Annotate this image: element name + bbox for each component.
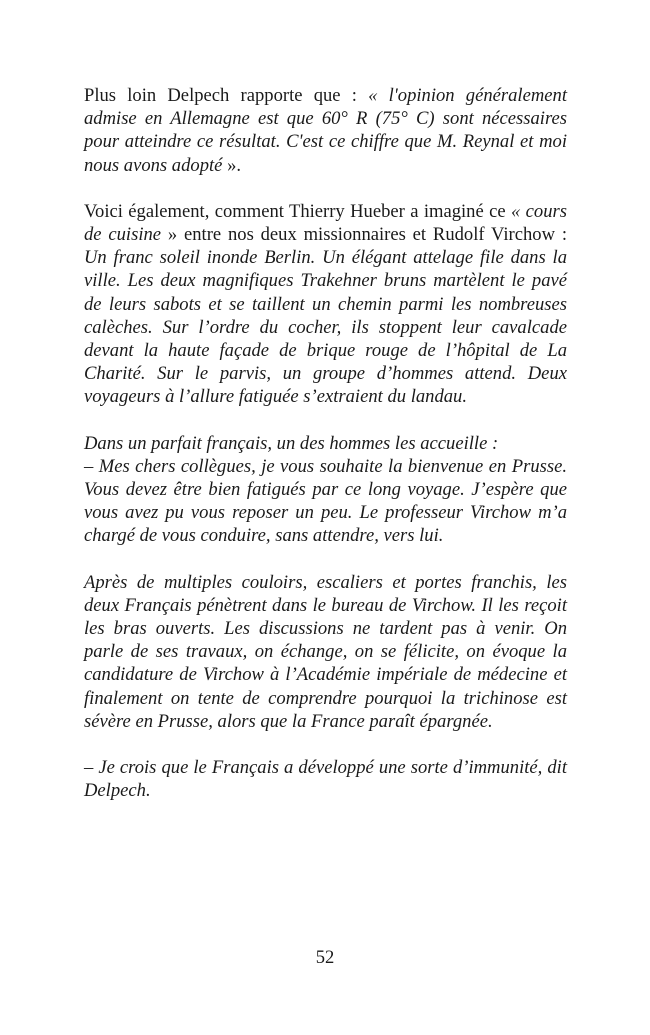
paragraph-6-text: Je crois que le Français a développé une sorte d’immunité, dit Delpech. [84,757,567,802]
paragraph-6-dialogue [84,756,567,802]
paragraph-5: Après de multiples couloirs, escaliers et portes franchis, les deux Français pénètrent dans le bureau de Virchow. Il les reçoit les bras ouverts. Les discussions ne tardent pas à venir. On parle de ses travaux, on échange, on se félicite, on évoque la candidature de Virchow à l’Académie impériale de médecine et finalement on tente de comprendre pourquoi la trichinose est sévère en Prusse, alors que la France paraît épargnée. [84,571,567,732]
dialogue-dash: – [84,455,99,477]
paragraph-1-quote: « l'opinion généralement admise en Allemagne est que 60° R (75° C) sont nécessaires pour atteindre ce résultat. C'est ce chiffre que M. Reynal et moi nous avons adopté [84,85,567,176]
paragraph-2-lead-in: » entre nos deux missionnaires et Rudolf Virchow : [161,224,567,246]
paragraph-4-dialogue [84,455,567,548]
paragraph-1-close: ». [222,154,242,176]
paragraph-3: Dans un parfait français, un des hommes les accueille : [84,432,499,454]
paragraph-1-intro: Plus loin Delpech rapporte que : [84,85,369,106]
paragraph-1 [84,84,567,177]
page-body [84,84,567,825]
paragraph-2-course-title: « cours de cuisine [84,200,567,246]
dialogue-dash: – [84,757,99,779]
page-number: 52 [315,947,335,968]
paragraph-4-text: Mes chers collègues, je vous souhaite la bienvenue en Prusse. Vous devez être bien fatigués par ce long voyage. J’espère que vous avez pu vous reposer un peu. Le professeur Virchow m’a chargé de vous conduire, sans attendre, vers lui. [84,455,567,547]
paragraph-2-narrative: Un franc soleil inonde Berlin. Un élégant attelage file dans la ville. Les deux magnifiques Trakehner bruns martèlent le pavé de leurs sabots et se taillent un chemin parmi les nombreuses calèches. Sur l’ordre du cocher, ils stoppent leur cavalcade devant la haute façade de brique rouge de l’hôpital de La Charité. Sur le parvis, un groupe d’hommes attend. Deux voyageurs à l’allure fatiguée s’extraient du landau. [84,247,567,408]
paragraph-2 [84,200,567,409]
paragraph-2-intro: Voici également, comment Thierry Hueber a imaginé ce [84,200,511,222]
